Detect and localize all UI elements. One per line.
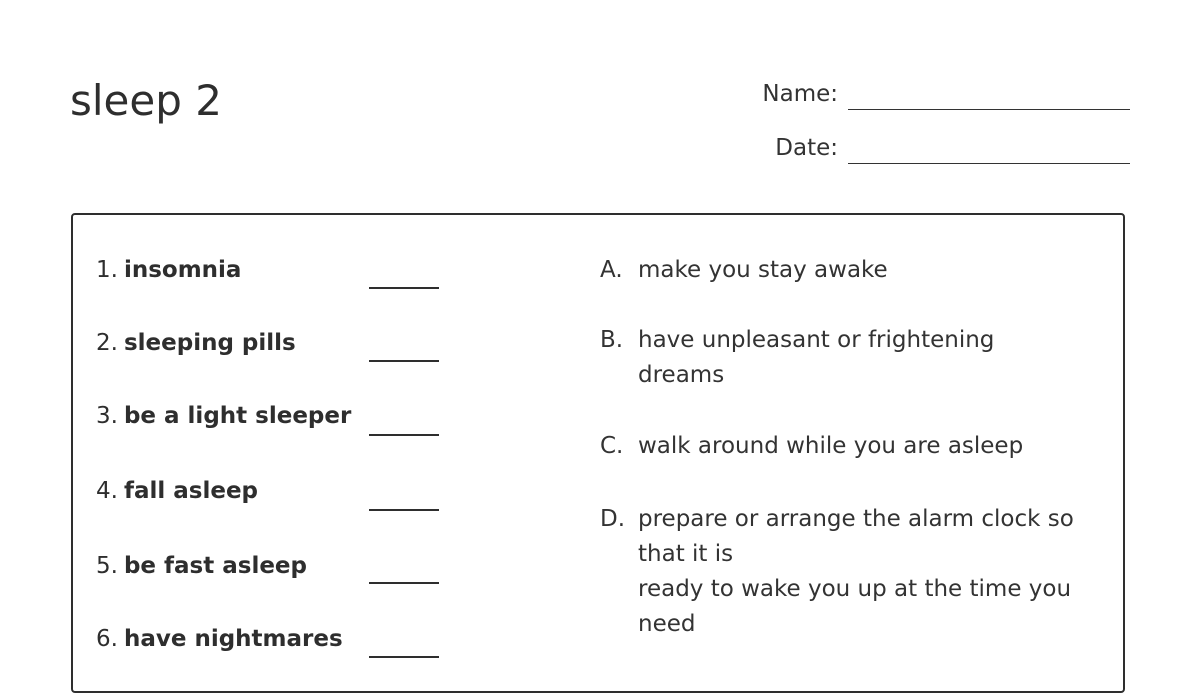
definition-item xyxy=(600,429,1098,464)
date-field[interactable] xyxy=(848,163,1130,164)
answer-blank[interactable] xyxy=(369,656,439,658)
term-item xyxy=(96,551,307,581)
term-item xyxy=(96,328,296,358)
term-item xyxy=(96,255,241,285)
definition-item xyxy=(600,323,1048,393)
definition-item xyxy=(600,253,1098,288)
term-word: sleeping pills xyxy=(123,330,296,356)
answer-blank[interactable] xyxy=(369,509,439,511)
definition-text: make you stay awake xyxy=(638,257,888,283)
term-number: 1. xyxy=(96,257,118,283)
definition-letter: A. xyxy=(600,257,623,283)
term-word: insomnia xyxy=(123,257,242,283)
term-item xyxy=(96,401,351,431)
definition-letter: C. xyxy=(600,433,624,459)
term-item xyxy=(96,624,343,654)
name-field[interactable] xyxy=(848,109,1130,110)
answer-blank[interactable] xyxy=(369,434,439,436)
term-word: have nightmares xyxy=(123,626,343,652)
answer-blank[interactable] xyxy=(369,582,439,584)
term-word: fall asleep xyxy=(123,478,259,504)
definition-text-line: ready to wake you up at the time you need xyxy=(638,576,1072,637)
term-word: be fast asleep xyxy=(123,553,307,579)
date-row xyxy=(775,132,1130,164)
term-word: be a light sleeper xyxy=(123,403,352,429)
definition-text: walk around while you are asleep xyxy=(638,433,1024,459)
term-number: 5. xyxy=(96,553,118,579)
term-number: 4. xyxy=(96,478,118,504)
term-number: 2. xyxy=(96,330,118,356)
definition-letter: B. xyxy=(600,327,624,353)
name-row xyxy=(762,78,1130,110)
term-number: 3. xyxy=(96,403,118,429)
definition-text xyxy=(638,502,1098,642)
date-label: Date: xyxy=(775,135,838,161)
answer-blank[interactable] xyxy=(369,360,439,362)
worksheet-title: sleep 2 xyxy=(70,76,222,125)
answer-blank[interactable] xyxy=(369,287,439,289)
definition-text-line: prepare or arrange the alarm clock so that it is xyxy=(638,506,1074,567)
definition-letter: D. xyxy=(600,506,626,532)
term-item xyxy=(96,476,258,506)
definition-item xyxy=(600,502,1098,642)
definition-text: have unpleasant or frightening dreams xyxy=(638,327,995,388)
name-label: Name: xyxy=(762,81,838,107)
term-number: 6. xyxy=(96,626,118,652)
